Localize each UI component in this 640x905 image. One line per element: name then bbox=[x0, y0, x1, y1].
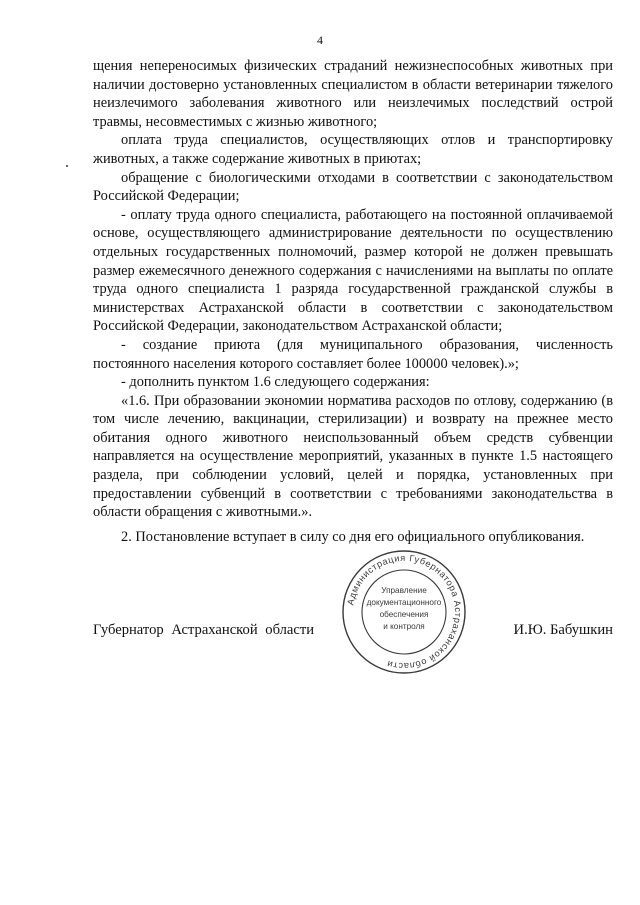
seal-outer-text: Администрация Губернатора Астраханской области bbox=[345, 552, 464, 672]
paragraph-1: щения непереносимых физических страданий нежизнеспособных животных при наличии достоверно установленных специалистом в области ветеринарии тяжелого неизлечимого заболевания животного или неизлечимых последствий острой травмы, несовместимых с жизнью животного; bbox=[93, 58, 613, 130]
seal-line-3: обеспечения bbox=[379, 610, 429, 619]
paragraph-6: - дополнить пунктом 1.6 следующего содержания: bbox=[121, 374, 430, 391]
paragraph-7: «1.6. При образовании экономии норматива расходов по отлову, содержанию (в том числе лечению, вакцинации, стерилизации) и возврату на прежнее место обитания одного животного неиспользованный объем средств субвенции направляется на осуществление мероприятий, указанных в пункте 1.5 настоящего раздела, при соблюдении условий, целей и порядка, установленных при предоставлении субвенций в соответствии с требованиями законодательства в области обращения с животными.». bbox=[93, 392, 613, 521]
signatory-name: И.Ю. Бабушкин bbox=[513, 622, 613, 638]
document-body bbox=[93, 57, 613, 546]
official-seal bbox=[340, 548, 468, 676]
seal-line-1: Управление bbox=[381, 586, 427, 595]
scan-dot bbox=[66, 165, 68, 167]
paragraph-4: - оплату труда одного специалиста, работающего на постоянной оплачиваемой основе, осуществляющего администрирование деятельности по осуществлению отдельных государственных полномочий, размер которой не должен превышать размер ежемесячного денежного содержания с начислениями на выплаты по оплате труда одного специалиста 1 разряда государственной гражданской службы в министерствах Астраханской области в соответствии с законодательством Российской Федерации, законодательством Астраханской области; bbox=[93, 206, 613, 335]
seal-line-4: и контроля bbox=[383, 622, 425, 631]
paragraph-2: оплата труда специалистов, осуществляющих отлов и транспортировку животных, а также содержание животных в приютах; bbox=[93, 132, 613, 167]
page-number: 4 bbox=[317, 33, 323, 47]
paragraph-3: обращение с биологическими отходами в соответствии с законодательством Российской Федерации; bbox=[93, 169, 613, 205]
seal-line-2: документационного bbox=[366, 598, 442, 607]
paragraph-8: 2. Постановление вступает в силу со дня его официального опубликования. bbox=[121, 528, 585, 545]
signatory-position: Губернатор Астраханской области bbox=[93, 622, 315, 638]
paragraph-5: - создание приюта (для муниципального образования, численность постоянного населения которого составляет более 100000 человек).»; bbox=[93, 336, 613, 372]
